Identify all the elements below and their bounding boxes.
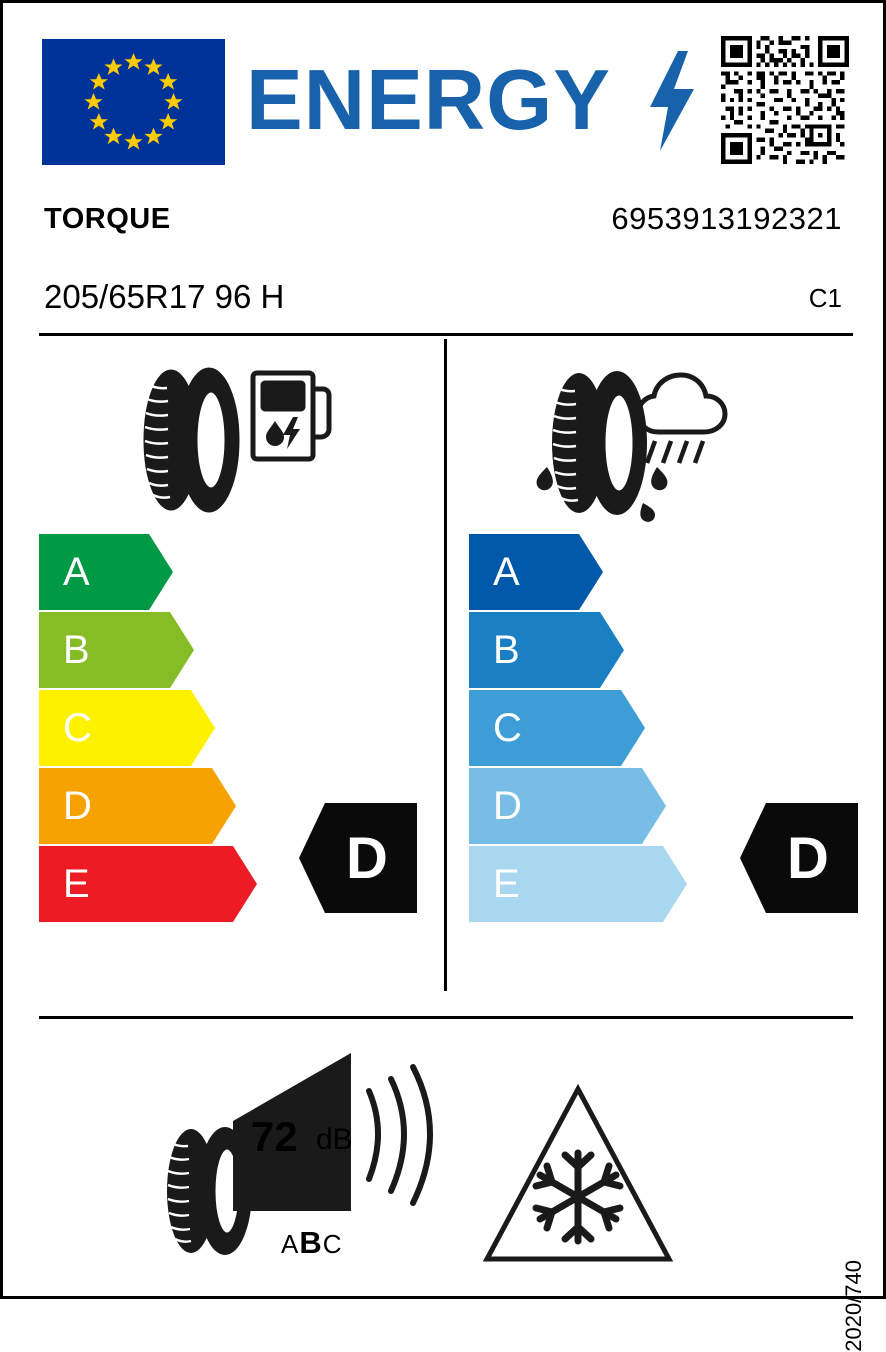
fuel-grade-letter-d: D (63, 783, 92, 828)
fuel-grade-letter-e: E (63, 861, 90, 906)
fuel-efficiency-result (299, 803, 417, 913)
tyre-class: C1 (808, 283, 842, 313)
divider-middle (39, 1016, 853, 1019)
regulation-reference: 2020/740 (841, 1260, 866, 1352)
noise-class-a: A (281, 1229, 300, 1259)
noise-unit: dB (316, 1123, 353, 1156)
fuel-grade-letter-c: C (63, 705, 92, 750)
tyre-fuel-pump-icon (123, 355, 323, 530)
lightning-bolt-icon (648, 51, 696, 151)
eu-flag-icon (42, 39, 225, 165)
noise-value: 72 (251, 1113, 298, 1160)
noise-class-c: C (322, 1229, 343, 1259)
fuel-grade-letter-b: B (63, 627, 90, 672)
wet-grip-result-letter: D (787, 825, 829, 891)
wet-grade-letter-b: B (493, 627, 520, 672)
energy-wordmark (246, 50, 611, 150)
noise-section (163, 1043, 473, 1273)
divider-top (39, 333, 853, 336)
noise-class-b-selected: B (299, 1225, 323, 1260)
tyre-size-designation: 205/65R17 96 H (44, 278, 285, 315)
wet-grade-letter-c: C (493, 705, 522, 750)
wet-grade-letter-a: A (493, 549, 520, 594)
fuel-efficiency-result-letter: D (346, 825, 388, 891)
supplier-name: TORQUE (44, 203, 171, 235)
wet-grip-result (740, 803, 858, 913)
fuel-grade-letter-a: A (63, 549, 90, 594)
snow-section (483, 1081, 673, 1266)
qr-code-icon (721, 36, 849, 164)
wet-grade-letter-d: D (493, 783, 522, 828)
energy-wordmark-text: ENERGY (246, 52, 611, 148)
mountain-snowflake-icon (483, 1081, 673, 1266)
divider-vertical (444, 339, 447, 991)
noise-class-indicator (281, 1225, 343, 1261)
tyre-rain-cloud-icon (531, 355, 731, 535)
article-code: 6953913192321 (611, 201, 842, 236)
wet-grade-letter-e: E (493, 861, 520, 906)
